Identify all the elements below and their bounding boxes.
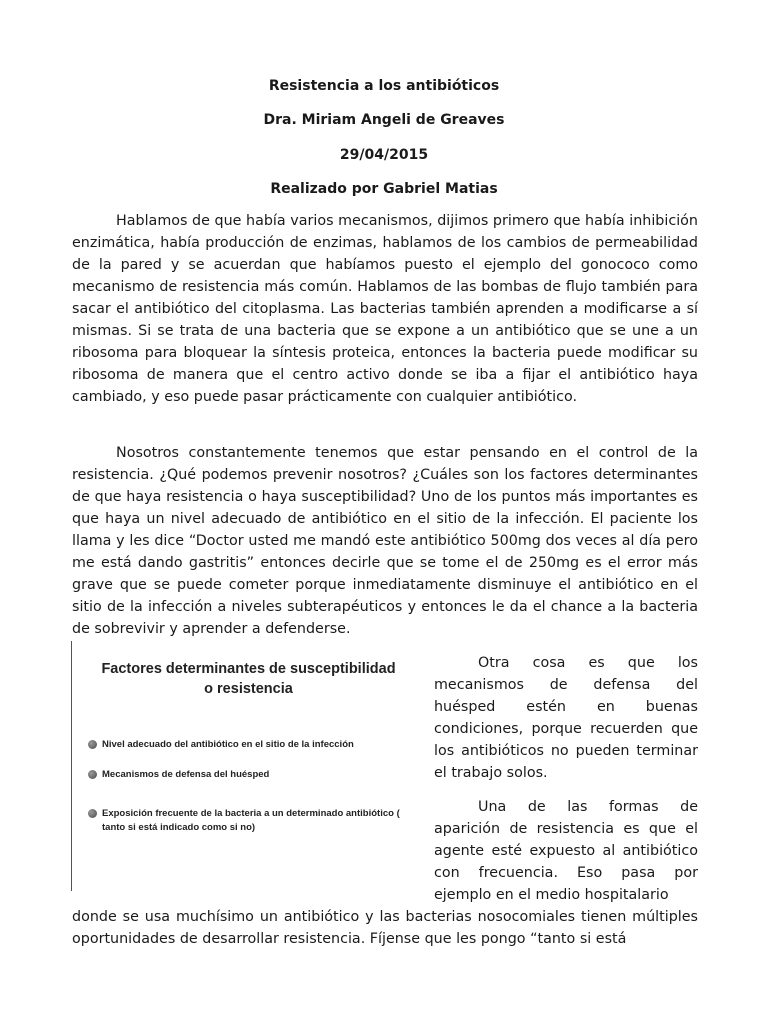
slide-bullet-text: Mecanismos de defensa del huésped: [102, 769, 270, 780]
paragraph-1: Hablamos de que había varios mecanismos, dijimos primero que había inhibición enzimática, había producción de enzimas, hablamos de los cambios de permeabilidad de la pared y se acuerdan que habíamos puesto el ejemplo del gonococo como mecanismo de resistencia más común. Hablamos de las bombas de flujo también para sacar el antibiótico del citoplasma. Las bacterias también aprenden a modificarse a sí mismas. Si se trata de una bacteria que se expone a un antibiótico que se une a un ribosoma para bloquear la síntesis proteica, entonces la bacteria puede modificar su ribosoma de manera que el centro activo donde se iba a fijar el antibiótico haya cambiado, y eso puede pasar prácticamente con cualquier antibiótico.: [72, 213, 698, 405]
paragraph-4-continuation: donde se usa muchísimo un antibiótico y las bacterias nosocomiales tienen múltiples oportunidades de desarrollar resistencia. Fíjense que les pongo “tanto si está: [72, 909, 698, 947]
slide-bullet-3: [102, 807, 412, 835]
bullet-dot-icon: [88, 770, 97, 779]
paragraph-3: Otra cosa es que los mecanismos de defensa del huésped estén en buenas condiciones, porque recuerden que los antibióticos no pueden terminar el trabajo solos.: [434, 655, 698, 781]
paragraph-2: Nosotros constantemente tenemos que estar pensando en el control de la resistencia. ¿Qué podemos prevenir nosotros? ¿Cuáles son los factores determinantes de que haya resistencia o haya susceptibilidad? Uno de los puntos más importantes es que haya un nivel adecuado de antibiótico en el sitio de la infección. El paciente los llama y les dice “Doctor usted me mandó este antibiótico 500mg dos veces al día pero me está dando gastritis” entonces decirle que se tome el de 250mg es el error más grave que se puede cometer porque inmediatamente disminuye el antibiótico en el sitio de la infección a niveles subterapéuticos y entonces le da el chance a la bacteria de sobrevivir y aprender a defenderse.: [72, 445, 698, 637]
slide-bullet-text: Nivel adecuado del antibiótico en el sitio de la infección: [102, 739, 354, 750]
slide-title: [72, 659, 425, 699]
document-date: 29/04/2015: [339, 147, 429, 163]
professor-name: Dra. Miriam Angeli de Greaves: [263, 112, 505, 128]
author-credit: Realizado por Gabriel Matias: [270, 181, 498, 197]
document-title: Resistencia a los antibióticos: [268, 78, 500, 94]
slide-bullet-2: [102, 768, 412, 782]
bullet-dot-icon: [88, 809, 97, 818]
slide-image: [71, 641, 425, 891]
slide-bullet-text: Exposición frecuente de la bacteria a un determinado antibiótico ( tanto si está indicado como si no): [102, 808, 400, 833]
slide-title-line-2: o resistencia: [204, 681, 293, 697]
bullet-dot-icon: [88, 740, 97, 749]
paragraph-4-side: Una de las formas de aparición de resistencia es que el agente esté expuesto al antibiótico con frecuencia. Eso pasa por ejemplo en el medio hospitalario: [434, 799, 698, 903]
slide-title-line-1: Factores determinantes de susceptibilidad: [101, 661, 396, 677]
slide-bullet-1: [102, 738, 412, 752]
